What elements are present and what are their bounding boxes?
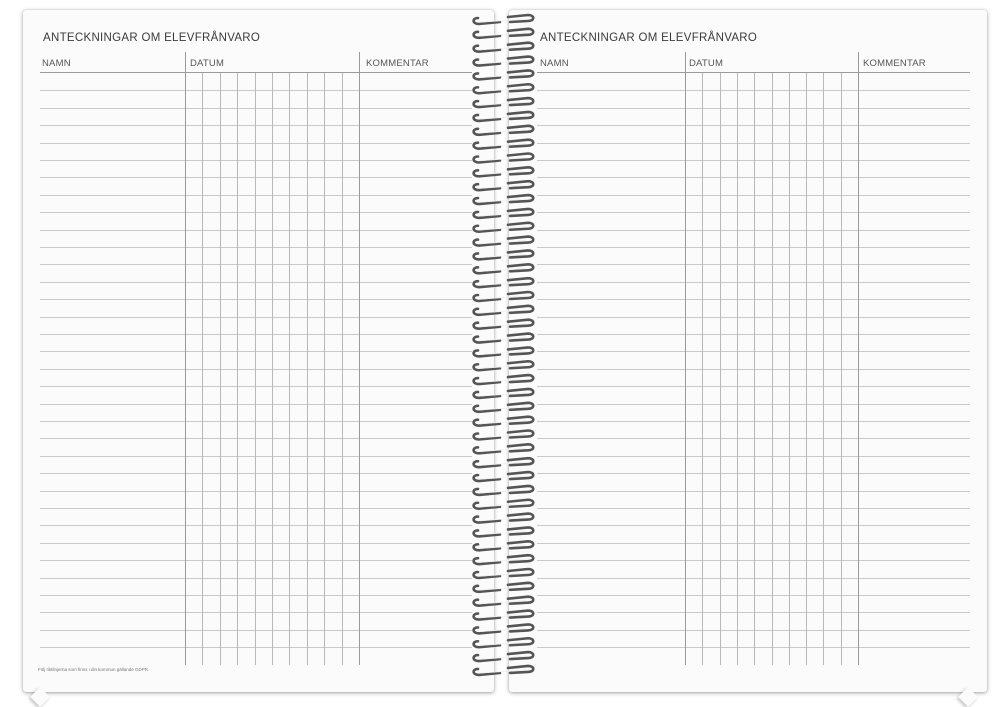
table-row-line: [40, 264, 472, 265]
spiral-coil: [508, 181, 533, 188]
table-row-line: [40, 630, 472, 631]
right-page: [509, 10, 987, 692]
spiral-coil: [508, 666, 533, 673]
spiral-coil: [508, 527, 533, 534]
table-column-line: [289, 73, 290, 665]
spiral-coil: [508, 403, 533, 410]
table-row-line: [40, 647, 472, 648]
header-rule: [40, 72, 472, 73]
table-column-line: [307, 73, 308, 665]
spiral-coil: [508, 320, 533, 327]
table-row-line: [40, 386, 472, 387]
gdpr-note: Följ riktlinjerna som finns i din kommun gällande GDPR.: [38, 667, 150, 672]
spiral-coil: [508, 98, 533, 105]
table-row-line: [40, 282, 472, 283]
table-row-line: [40, 369, 472, 370]
table-column-line: [772, 73, 773, 665]
table-row-line: [40, 90, 472, 91]
spiral-coil: [508, 306, 533, 313]
spiral-coil: [508, 209, 533, 216]
spiral-coil: [508, 223, 533, 230]
spiral-coil: [508, 112, 533, 119]
spiral-coil: [508, 555, 533, 562]
table-row-line: [40, 438, 472, 439]
table-column-line: [185, 52, 186, 665]
table-row-line: [40, 125, 472, 126]
table-row-line: [40, 525, 472, 526]
table-row-line: [40, 160, 472, 161]
left-page: [23, 10, 494, 692]
table-row-line: [40, 560, 472, 561]
table-row-line: [40, 456, 472, 457]
spiral-coil: [508, 70, 533, 77]
spiral-coil: [508, 237, 533, 244]
page-title: ANTECKNINGAR OM ELEVFRÅNVARO: [43, 32, 261, 44]
spiral-coil: [508, 126, 533, 133]
table-row-line: [40, 491, 472, 492]
table-row-line: [40, 508, 472, 509]
table-column-line: [220, 73, 221, 665]
spiral-coil: [508, 389, 533, 396]
spiral-coil: [508, 458, 533, 465]
column-header-date: DATUM: [190, 58, 225, 69]
spiral-coil: [508, 569, 533, 576]
spiral-coil: [508, 43, 533, 50]
page-tab: [958, 687, 978, 707]
table-row-line: [40, 299, 472, 300]
spiral-coil: [508, 514, 533, 521]
table-row-line: [40, 195, 472, 196]
spiral-coil: [508, 195, 533, 202]
column-header-name: NAMN: [540, 58, 569, 69]
page-tab: [30, 687, 50, 707]
spiral-binding-icon: [470, 8, 538, 688]
spiral-coil: [508, 500, 533, 507]
table-row-line: [40, 230, 472, 231]
spiral-coil: [508, 278, 533, 285]
table-row-line: [40, 421, 472, 422]
column-header-comment: KOMMENTAR: [863, 58, 926, 69]
table-row-line: [40, 595, 472, 596]
spiral-coil: [508, 583, 533, 590]
table-column-line: [858, 52, 859, 665]
spiral-coil: [508, 250, 533, 257]
table-row-line: [40, 334, 472, 335]
spiral-coil: [508, 167, 533, 174]
table-column-line: [359, 52, 360, 665]
table-row-line: [40, 247, 472, 248]
table-row-line: [40, 543, 472, 544]
spiral-coil: [508, 15, 533, 22]
table-column-line: [754, 73, 755, 665]
spiral-coil: [508, 361, 533, 368]
spiral-coil: [508, 638, 533, 645]
page-title: ANTECKNINGAR OM ELEVFRÅNVARO: [540, 32, 758, 44]
spiral-coil: [508, 154, 533, 161]
spiral-coil: [508, 347, 533, 354]
spiral-coil: [508, 444, 533, 451]
spiral-coil: [508, 486, 533, 493]
spiral-coil: [508, 264, 533, 271]
spiral-coil: [508, 84, 533, 91]
table-column-line: [841, 73, 842, 665]
table-row-line: [40, 612, 472, 613]
spiral-coil: [508, 624, 533, 631]
table-row-line: [40, 212, 472, 213]
spiral-coil: [508, 140, 533, 147]
table-column-line: [272, 73, 273, 665]
column-header-comment: KOMMENTAR: [366, 58, 429, 69]
table-column-line: [720, 73, 721, 665]
spiral-coil: [508, 472, 533, 479]
spiral-coil: [508, 29, 533, 36]
table-row-line: [40, 143, 472, 144]
table-column-line: [255, 73, 256, 665]
spiral-coil: [508, 334, 533, 341]
table-column-line: [702, 73, 703, 665]
column-header-name: NAMN: [42, 58, 71, 69]
spiral-coil: [508, 431, 533, 438]
table-column-line: [202, 73, 203, 665]
spiral-coil: [508, 375, 533, 382]
table-column-line: [737, 73, 738, 665]
table-row-line: [40, 317, 472, 318]
table-column-line: [237, 73, 238, 665]
table-row-line: [40, 177, 472, 178]
spiral-coil: [508, 57, 533, 64]
spiral-coil: [508, 611, 533, 618]
table-column-line: [342, 73, 343, 665]
table-column-line: [324, 73, 325, 665]
table-column-line: [685, 52, 686, 665]
table-row-line: [40, 351, 472, 352]
table-row-line: [40, 578, 472, 579]
column-header-date: DATUM: [689, 58, 724, 69]
spiral-coil: [508, 597, 533, 604]
spiral-coil: [508, 417, 533, 424]
table-column-line: [806, 73, 807, 665]
table-row-line: [40, 404, 472, 405]
spiral-coil: [508, 541, 533, 548]
table-column-line: [789, 73, 790, 665]
spiral-coil: [508, 292, 533, 299]
table-row-line: [40, 108, 472, 109]
spiral-coil: [508, 652, 533, 659]
table-row-line: [40, 473, 472, 474]
table-column-line: [823, 73, 824, 665]
